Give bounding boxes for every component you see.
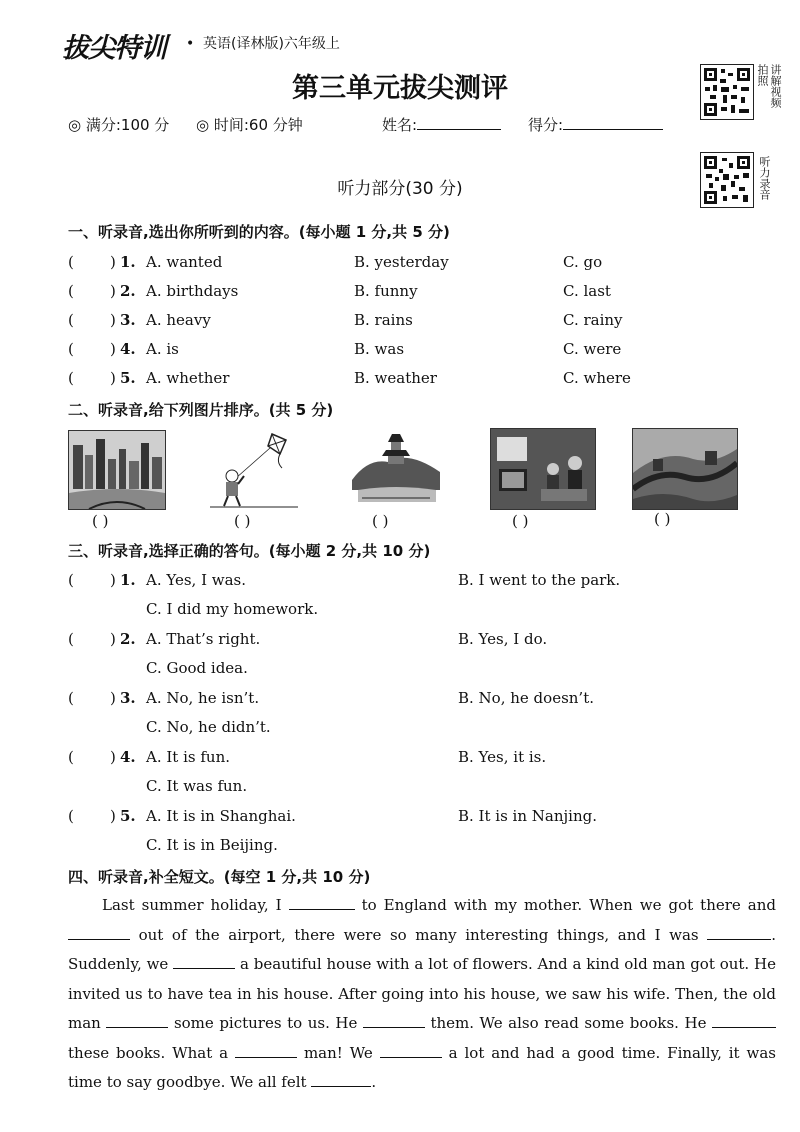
- answer-parens-close: ): [110, 253, 116, 271]
- great-wall-picture: [632, 428, 738, 510]
- pagoda-landscape-picture: [348, 428, 444, 508]
- option-a: A. Yes, I was.: [146, 571, 247, 589]
- separator-dot: •: [186, 36, 195, 52]
- name-field: [382, 114, 501, 135]
- fill-blank: [712, 1027, 776, 1028]
- fill-blank: [173, 968, 235, 969]
- option-a: A. No, he isn’t.: [146, 689, 260, 707]
- score-field: [528, 114, 663, 135]
- picture3-answer-parens: ( ): [372, 512, 389, 530]
- name-label: 姓名:: [382, 116, 418, 134]
- brand-logo: 拔尖特训: [62, 33, 166, 64]
- answer-parens: (: [68, 340, 74, 358]
- section3-question: [0, 807, 800, 859]
- question-number: 2.: [120, 630, 136, 648]
- qr-label-audio: 听力录音: [758, 156, 771, 200]
- option-a: A. It is fun.: [146, 748, 230, 766]
- option-b: B. yesterday: [354, 253, 449, 271]
- question-number: 3.: [120, 689, 136, 707]
- fill-blank: [68, 939, 130, 940]
- option-b: B. was: [354, 340, 405, 358]
- answer-parens: (: [68, 748, 74, 766]
- option-c: C. No, he didn’t.: [146, 718, 271, 736]
- picture5-answer-parens: ( ): [654, 510, 671, 528]
- qr-label-photo: 拍照: [756, 64, 769, 86]
- option-c: C. last: [563, 282, 611, 300]
- option-c: C. I did my homework.: [146, 600, 319, 618]
- question-number: 3.: [120, 311, 136, 329]
- answer-parens: (: [68, 571, 74, 589]
- answer-parens-close: ): [110, 807, 116, 825]
- answer-parens-close: ): [110, 689, 116, 707]
- option-c: C. rainy: [563, 311, 623, 329]
- question-number: 1.: [120, 571, 136, 589]
- qr-code-video: [700, 64, 754, 120]
- answer-parens: (: [68, 689, 74, 707]
- option-a: A. That’s right.: [146, 630, 261, 648]
- answer-parens: (: [68, 311, 74, 329]
- option-a: A. It is in Shanghai.: [146, 807, 296, 825]
- option-b: B. Yes, it is.: [458, 748, 547, 766]
- answer-parens-close: ): [110, 571, 116, 589]
- passage-text: .: [371, 1073, 377, 1091]
- fill-blank: [363, 1027, 425, 1028]
- section1-question: [0, 282, 800, 304]
- passage-text: a beautiful house with a lot of flowers. And a kind old man got out. He invited us to have tea in his house. After going into his house, we saw his wife. Then, the old man: [68, 955, 776, 1032]
- answer-parens-close: ): [110, 311, 116, 329]
- answer-parens-close: ): [110, 340, 116, 358]
- option-c: C. Good idea.: [146, 659, 248, 677]
- answer-parens-close: ): [110, 748, 116, 766]
- option-b: B. It is in Nanjing.: [458, 807, 597, 825]
- passage-text: . Suddenly, we: [68, 925, 776, 973]
- option-b: B. weather: [354, 369, 437, 387]
- answer-parens-close: ): [110, 369, 116, 387]
- listening-part-title: 听力部分(30 分): [337, 179, 463, 199]
- passage-text: to England with my mother. When we got there and: [354, 896, 776, 914]
- question-number: 4.: [120, 748, 136, 766]
- name-blank: [417, 129, 501, 130]
- fill-blank: [106, 1027, 168, 1028]
- city-skyline-picture: [68, 430, 166, 510]
- question-number: 1.: [120, 253, 136, 271]
- section1-question: [0, 369, 800, 391]
- passage-text: man! We: [297, 1043, 380, 1062]
- book-subtitle: 英语(译林版)六年级上: [203, 36, 340, 52]
- section1-question: [0, 340, 800, 362]
- option-c: C. It is in Beijing.: [146, 836, 278, 854]
- section3-question: [0, 630, 800, 682]
- fill-blank: [380, 1057, 442, 1058]
- score-blank: [563, 129, 663, 130]
- picture4-answer-parens: ( ): [512, 512, 529, 530]
- qr-label-video: 讲解视频: [769, 64, 782, 108]
- answer-parens-close: ): [110, 282, 116, 300]
- option-c: C. It was fun.: [146, 777, 248, 795]
- section3-question: [0, 748, 800, 800]
- picture1-answer-parens: ( ): [92, 512, 109, 530]
- time-limit: ◎ 时间:60 分钟: [196, 116, 303, 134]
- passage-text: them. We also read some books. He: [424, 1014, 712, 1032]
- score-label: 得分:: [528, 116, 564, 134]
- option-a: A. birthdays: [146, 282, 239, 300]
- picture2-answer-parens: ( ): [234, 512, 251, 530]
- cloze-passage: [68, 891, 776, 1098]
- question-number: 5.: [120, 807, 136, 825]
- section1-question: [0, 253, 800, 275]
- option-c: C. where: [563, 369, 631, 387]
- option-b: B. Yes, I do.: [458, 630, 548, 648]
- passage-text: these books. What a: [68, 1043, 236, 1062]
- fill-blank: [707, 939, 771, 940]
- question-number: 2.: [120, 282, 136, 300]
- option-c: C. go: [563, 253, 603, 271]
- section2-title: 二、听录音,给下列图片排序。(共 5 分): [68, 401, 334, 419]
- answer-parens-close: ): [110, 630, 116, 648]
- passage-text: some pictures to us. He: [168, 1014, 363, 1032]
- fill-blank: [311, 1086, 371, 1087]
- answer-parens: (: [68, 807, 74, 825]
- section3-question: [0, 571, 800, 623]
- option-a: A. heavy: [146, 311, 211, 329]
- fill-blank: [235, 1057, 297, 1058]
- option-a: A. is: [146, 340, 179, 358]
- option-b: B. I went to the park.: [458, 571, 621, 589]
- question-number: 4.: [120, 340, 136, 358]
- answer-parens: (: [68, 630, 74, 648]
- passage-text: out of the airport, there were so many interesting things, and I was: [130, 925, 708, 944]
- section4-title: 四、听录音,补全短文。(每空 1 分,共 10 分): [68, 868, 371, 886]
- answer-parens: (: [68, 369, 74, 387]
- page-title: 第三单元拔尖测评: [292, 73, 508, 104]
- section3-title: 三、听录音,选择正确的答句。(每小题 2 分,共 10 分): [68, 542, 431, 560]
- option-b: B. No, he doesn’t.: [458, 689, 594, 707]
- question-number: 5.: [120, 369, 136, 387]
- full-score: ◎ 满分:100 分: [68, 116, 170, 134]
- passage-text: a lot and had a good time. Finally, it was time to say goodbye. We all felt: [68, 1043, 776, 1091]
- option-b: B. rains: [354, 311, 413, 329]
- option-b: B. funny: [354, 282, 418, 300]
- section3-question: [0, 689, 800, 741]
- passage-text: Last summer holiday, I: [102, 896, 289, 914]
- fill-blank: [289, 909, 355, 910]
- option-a: A. wanted: [146, 253, 223, 271]
- family-watching-tv-picture: [490, 428, 596, 510]
- option-c: C. were: [563, 340, 622, 358]
- section1-question: [0, 311, 800, 333]
- option-a: A. whether: [146, 369, 230, 387]
- section1-title: 一、听录音,选出你所听到的内容。(每小题 1 分,共 5 分): [68, 223, 450, 241]
- boy-flying-kite-picture: [206, 428, 302, 508]
- answer-parens: (: [68, 282, 74, 300]
- answer-parens: (: [68, 253, 74, 271]
